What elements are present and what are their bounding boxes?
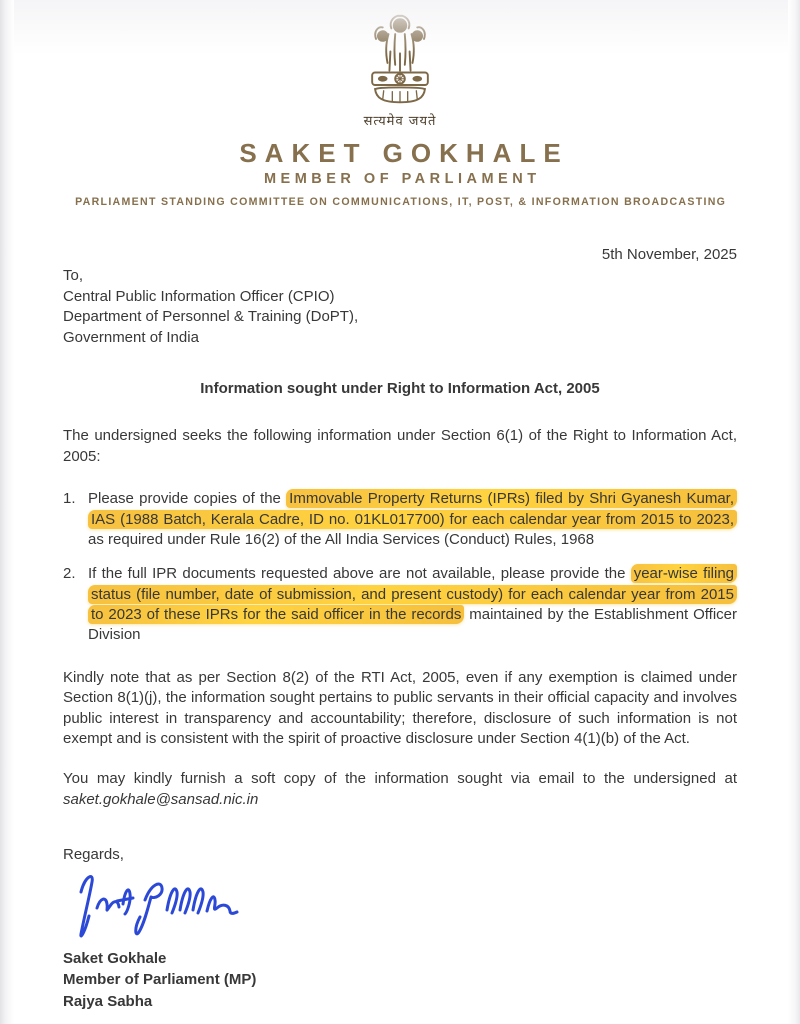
request-item-1 [63, 489, 737, 550]
email-paragraph-text: You may kindly furnish a soft copy of the information sought via email to the undersigned at [63, 770, 737, 788]
request-item-2 [63, 564, 737, 646]
sender-name: Saket Gokhale [63, 949, 167, 967]
photo-edge-left [0, 0, 14, 1024]
request-text-post: maintained by the Establishment Officer Division [88, 606, 737, 644]
letter-body [0, 245, 800, 1013]
highlighted-text: Immovable Property Returns (IPRs) filed by Shri Gyanesh Kumar, IAS (1988 Batch, Kerala Cadre, ID no. 01KL017700) for each calendar year from 2015 to 2023, [88, 489, 737, 528]
request-text-pre: If the full IPR documents requested above are not available, please provide the [88, 565, 631, 583]
sender-house: Rajya Sabha [63, 993, 153, 1011]
email-paragraph [63, 769, 737, 810]
signature-block [63, 948, 737, 1013]
email-address: saket.gokhale@sansad.nic.in [63, 790, 259, 808]
request-list [63, 489, 737, 646]
letterhead-title: MEMBER OF PARLIAMENT [263, 171, 541, 187]
sender-designation: Member of Parliament (MP) [63, 971, 257, 989]
request-text [88, 564, 737, 646]
photo-edge-top [0, 0, 800, 55]
request-number: 2. [63, 565, 76, 583]
emblem-motto: सत्यमेव जयते [363, 114, 437, 129]
closing-regards: Regards, [63, 846, 124, 864]
recipient-salutation: To, [63, 267, 84, 285]
recipient-line: Central Public Information Officer (CPIO) [63, 287, 335, 305]
subject-line: Information sought under Right to Information Act, 2005 [200, 379, 600, 397]
highlighted-text: year-wise filing status (file number, date of submission, and present custody) for each calendar year from 2015 to 2023 of these IPRs for the said officer in the records [88, 564, 737, 624]
letter-date: 5th November, 2025 [601, 246, 737, 263]
request-text-pre: Please provide copies of the [88, 490, 287, 508]
photo-edge-right [788, 0, 800, 1024]
signature-saket-gokhale [67, 870, 252, 942]
recipient-address [63, 266, 737, 348]
note-paragraph: Kindly note that as per Section 8(2) of the RTI Act, 2005, even if any exemption is claimed under Section 8(1)(j), the information sought pertains to public servants in their official capacity and involves public interest in transparency and accountability; therefore, disclosure of such information is not exempt and is consistent with the spirit of proactive disclosure under Section 4(1)(b) of the Act. [63, 668, 737, 748]
request-text-post: as required under Rule 16(2) of the All India Services (Conduct) Rules, 1968 [88, 530, 595, 548]
recipient-line: Government of India [63, 328, 199, 346]
intro-paragraph: The undersigned seeks the following information under Section 6(1) of the Right to Information Act, 2005: [63, 427, 737, 465]
request-text [88, 489, 737, 550]
letterhead-name: SAKET GOKHALE [239, 138, 569, 168]
recipient-line: Department of Personnel & Training (DoPT), [63, 308, 359, 326]
request-number: 1. [63, 490, 76, 508]
letterhead-committee: PARLIAMENT STANDING COMMITTEE ON COMMUNICATIONS, IT, POST, & INFORMATION BROADCASTING [75, 196, 727, 208]
